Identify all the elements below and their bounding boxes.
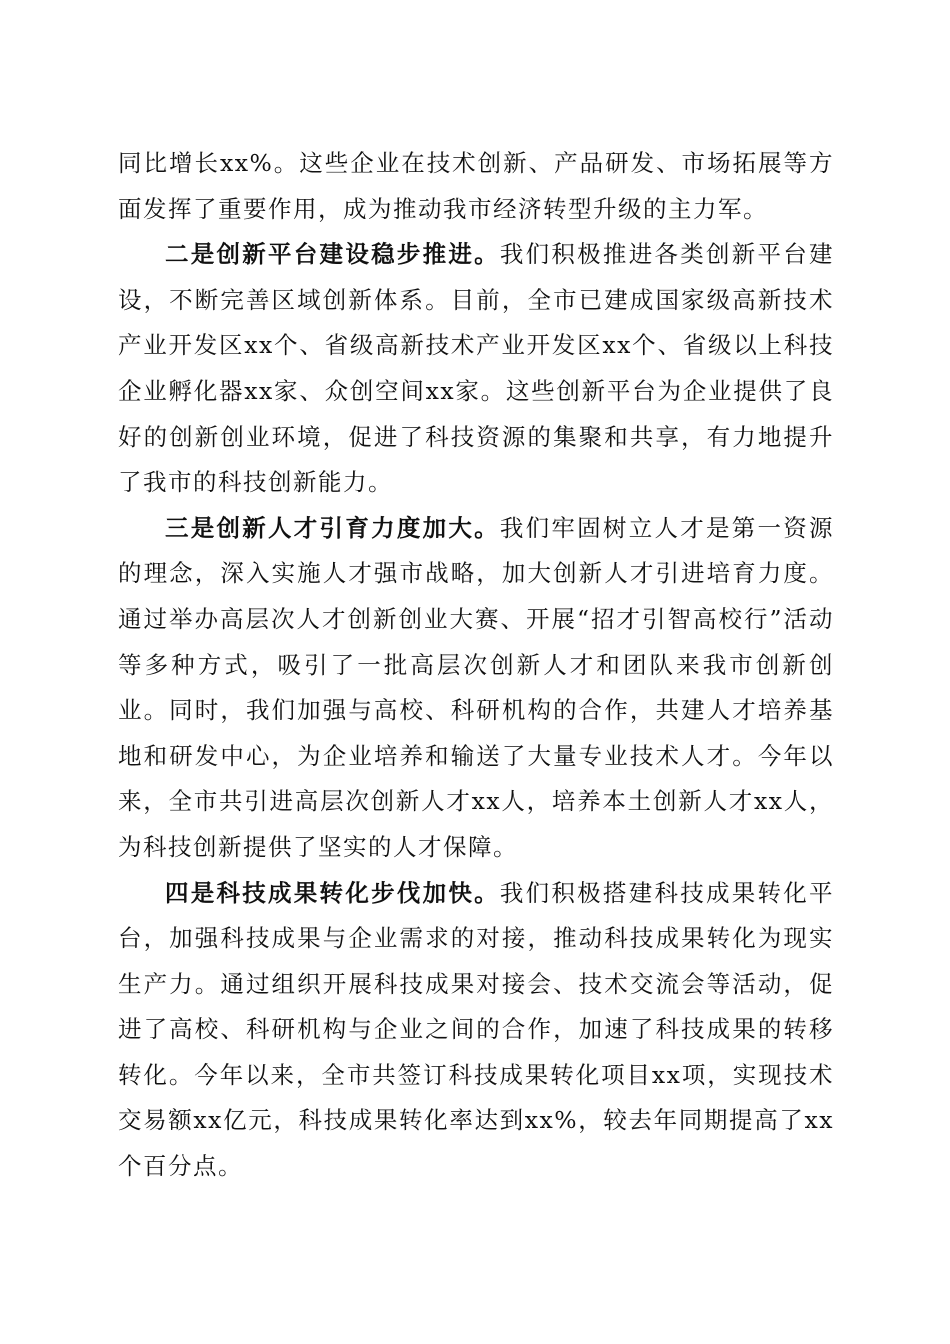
paragraph-text: 同比增长xx%。这些企业在技术创新、产品研发、市场拓展等方面发挥了重要作用，成为推动我市经济转型升级的主力军。 bbox=[118, 149, 834, 223]
paragraph-text: 我们牢固树立人才是第一资源的理念，深入实施人才强市战略，加大创新人才引进培育力度。通过举办高层次人才创新创业大赛、开展“招才引智高校行”活动等多种方式，吸引了一批高层次创新人才和团队来我市创新创业。同时，我们加强与高校、科研机构的合作，共建人才培养基地和研发中心，为企业培养和输送了大量专业技术人才。今年以来，全市共引进高层次创新人才xx人，培养本土创新人才xx人，为科技创新提供了坚实的人才保障。 bbox=[118, 513, 835, 861]
paragraph-innovation-talent bbox=[118, 506, 834, 871]
paragraph-continuation bbox=[118, 141, 834, 232]
paragraph-lead: 四是科技成果转化步伐加快。 bbox=[165, 878, 500, 907]
paragraph-text: 我们积极搭建科技成果转化平台，加强科技成果与企业需求的对接，推动科技成果转化为现实生产力。通过组织开展科技成果对接会、技术交流会等活动，促进了高校、科研机构与企业之间的合作，加速了科技成果的转移转化。今年以来，全市共签订科技成果转化项目xx项，实现技术交易额xx亿元，科技成果转化率达到xx%，较去年同期提高了xx个百分点。 bbox=[118, 878, 835, 1181]
paragraph-tech-transfer bbox=[118, 871, 834, 1190]
document-body bbox=[118, 141, 834, 1190]
paragraph-text: 我们积极推进各类创新平台建设，不断完善区域创新体系。目前，全市已建成国家级高新技术产业开发区xx个、省级高新技术产业开发区xx个、省级以上科技企业孵化器xx家、众创空间xx家。这些创新平台为企业提供了良好的创新创业环境，促进了科技资源的集聚和共享，有力地提升了我市的科技创新能力。 bbox=[118, 240, 835, 497]
paragraph-lead: 三是创新人才引育力度加大。 bbox=[165, 513, 500, 542]
paragraph-lead: 二是创新平台建设稳步推进。 bbox=[165, 240, 500, 269]
paragraph-innovation-platforms bbox=[118, 232, 834, 506]
